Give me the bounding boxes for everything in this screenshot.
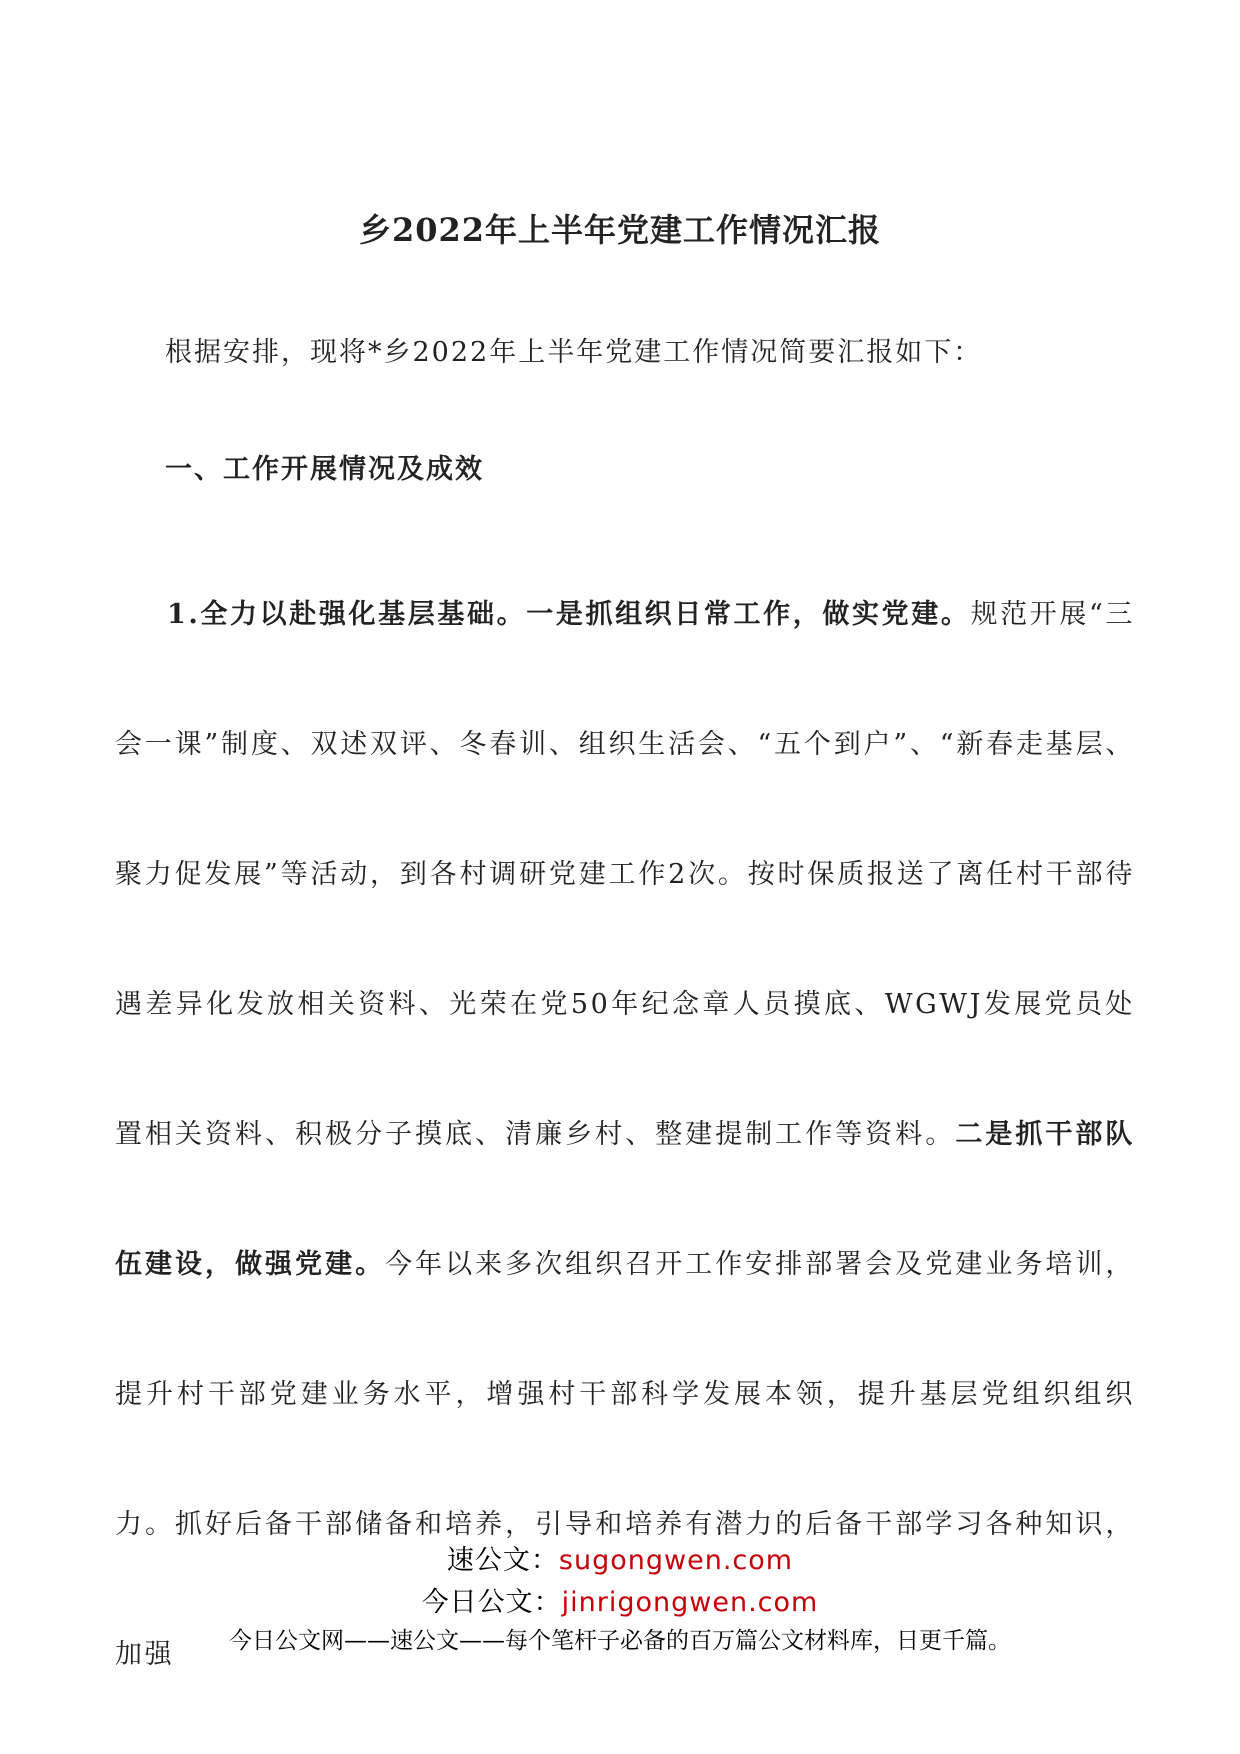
footer-link-sugongwen[interactable]: sugongwen.com: [558, 1545, 794, 1576]
paragraph-text-2: 今年以来多次组织召开工作安排部署会及党建业务培训，提升村干部党建业务水平，增强村干部科学发展本领，提升基层党组织组织力。抓好后备干部储备和培养，引导和培养有潜力的后备干部学习各种知识，加强: [115, 1249, 1135, 1670]
intro-paragraph: 根据安排，现将*乡2022年上半年党建工作情况简要汇报如下：: [165, 337, 983, 368]
footer-slogan: 今日公文网——速公文——每个笔杆子必备的百万篇公文材料库，日更千篇。: [229, 1628, 1011, 1654]
footer-label-1: 速公文：: [446, 1545, 559, 1576]
section-heading: 一、工作开展情况及成效: [165, 454, 484, 485]
footer-line-2: [0, 1580, 1240, 1619]
paragraph-text-1: 规范开展“三会一课”制度、双述双评、冬春训、组织生活会、“五个到户”、“新春走基层、聚力促发展”等活动，到各村调研党建工作2次。按时保质报送了离任村干部待遇差异化发放相关资料、光荣在党50年纪念章人员摸底、WGWJ发展党员处置相关资料、积极分子摸底、清廉乡村、整建提制工作等资料。: [115, 599, 1135, 1150]
footer-link-jinrigongwen[interactable]: jinrigongwen.com: [561, 1587, 819, 1618]
footer-label-2: 今日公文：: [421, 1587, 562, 1618]
paragraph-bold-2: 二是抓干部队伍建设，做强党建。: [115, 1119, 1135, 1280]
document-title: 乡2022年上半年党建工作情况汇报: [358, 211, 882, 249]
paragraph-lead-bold: 1.全力以赴强化基层基础。一是抓组织日常工作，做实党建。: [167, 599, 971, 630]
footer-line-1: [0, 1538, 1240, 1577]
